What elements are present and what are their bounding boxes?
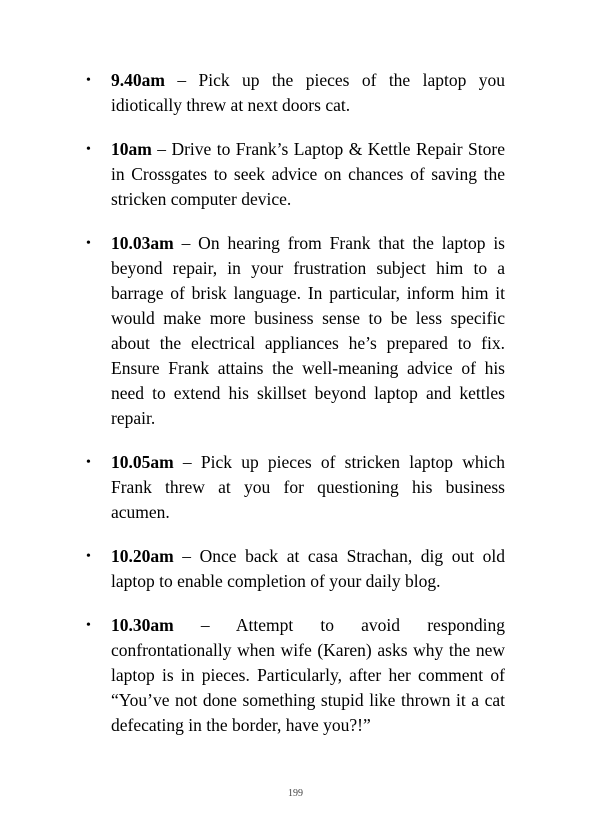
entry-time: 10am bbox=[111, 139, 152, 159]
entry-text: – Attempt to avoid responding confrontationally when wife (Karen) asks why the new laptop is in pieces. Particularly, after her comment of “You’ve not done something stupid like thrown it a cat defecating in the border, have you?!” bbox=[111, 615, 505, 735]
entry-text: – Pick up the pieces of the laptop you idiotically threw at next doors cat. bbox=[111, 70, 505, 115]
entry-time: 10.03am bbox=[111, 233, 174, 253]
diary-entry-list bbox=[82, 68, 505, 757]
bullet-icon: • bbox=[86, 618, 91, 633]
diary-entry bbox=[82, 231, 505, 431]
entry-text: – Drive to Frank’s Laptop & Kettle Repair Store in Crossgates to seek advice on chances of saving the stricken computer device. bbox=[111, 139, 505, 209]
bullet-icon: • bbox=[86, 73, 91, 88]
bullet-icon: • bbox=[86, 142, 91, 157]
diary-entry bbox=[82, 450, 505, 525]
entry-time: 10.20am bbox=[111, 546, 174, 566]
bullet-icon: • bbox=[86, 549, 91, 564]
bullet-icon: • bbox=[86, 455, 91, 470]
entry-time: 9.40am bbox=[111, 70, 165, 90]
diary-entry bbox=[82, 68, 505, 118]
entry-text: – Pick up pieces of stricken laptop which Frank threw at you for questioning his business acumen. bbox=[111, 452, 505, 522]
bullet-icon: • bbox=[86, 236, 91, 251]
entry-time: 10.30am bbox=[111, 615, 174, 635]
diary-entry bbox=[82, 137, 505, 212]
entry-time: 10.05am bbox=[111, 452, 174, 472]
diary-entry bbox=[82, 613, 505, 738]
diary-entry bbox=[82, 544, 505, 594]
page-number: 199 bbox=[288, 788, 303, 799]
entry-text: – On hearing from Frank that the laptop is beyond repair, in your frustration subject him to a barrage of brisk language. In particular, inform him it would make more business sense to be less specific about the electrical appliances he’s prepared to fix. Ensure Frank attains the well-meaning advice of his need to extend his skillset beyond laptop and kettles repair. bbox=[111, 233, 505, 428]
entry-text: – Once back at casa Strachan, dig out old laptop to enable completion of your daily blog. bbox=[111, 546, 505, 591]
